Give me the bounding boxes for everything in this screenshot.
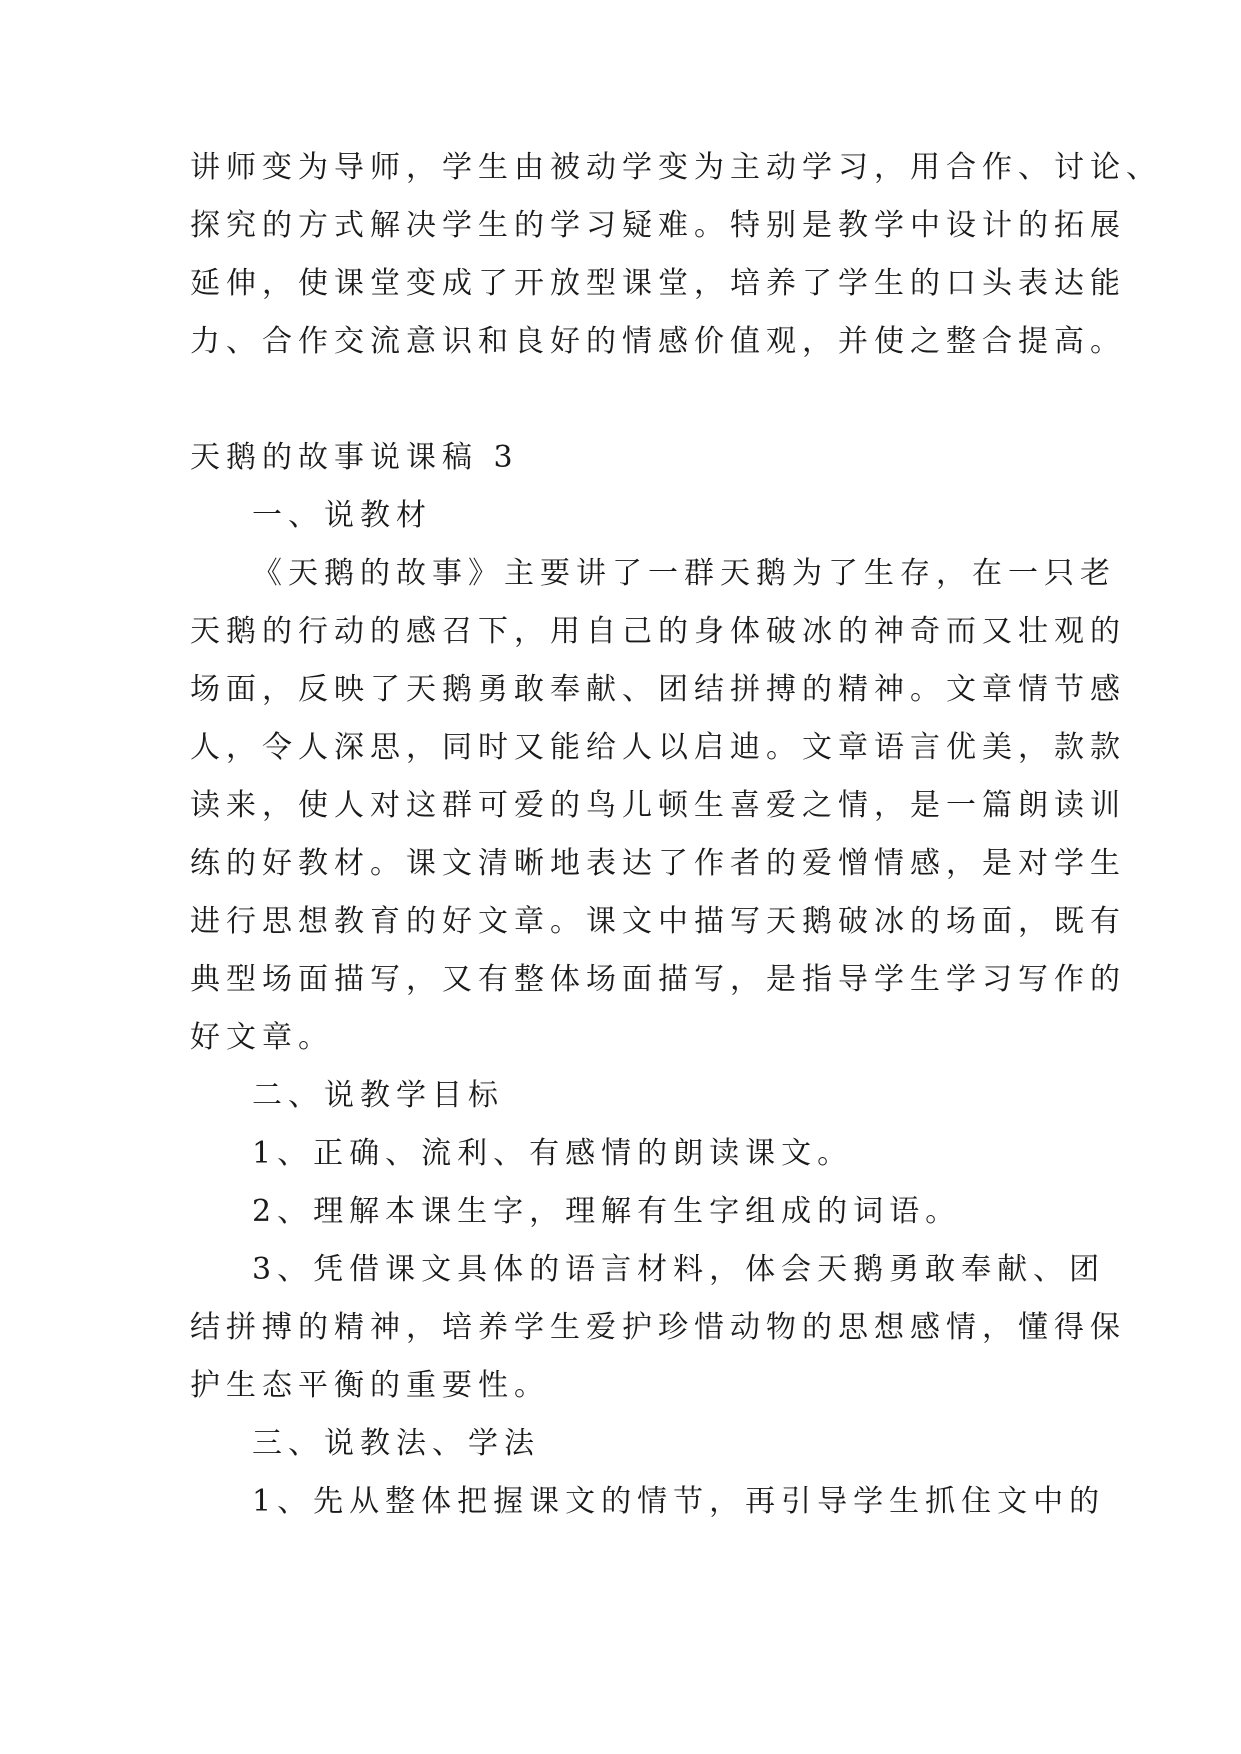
section-heading: 天鹅的故事说课稿 3 xyxy=(190,440,519,475)
text-line: 力、合作交流意识和良好的情感价值观，并使之整合提高。 xyxy=(190,324,1126,359)
list-item: 3、凭借课文具体的语言材料，体会天鹅勇敢奉献、团 xyxy=(252,1252,1106,1287)
list-item: 1、先从整体把握课文的情节，再引导学生抓住文中的 xyxy=(252,1484,1106,1519)
subheading: 三、说教法、学法 xyxy=(252,1426,540,1461)
paragraph-line: 天鹅的行动的感召下，用自己的身体破冰的神奇而又壮观的 xyxy=(190,614,1126,649)
paragraph-line: 好文章。 xyxy=(190,1020,334,1055)
paragraph-line: 读来，使人对这群可爱的鸟儿顿生喜爱之情，是一篇朗读训 xyxy=(190,788,1126,823)
text-line: 探究的方式解决学生的学习疑难。特别是教学中设计的拓展 xyxy=(190,208,1126,243)
paragraph-line: 典型场面描写，又有整体场面描写，是指导学生学习写作的 xyxy=(190,962,1126,997)
paragraph-line: 进行思想教育的好文章。课文中描写天鹅破冰的场面，既有 xyxy=(190,904,1126,939)
paragraph-line: 场面，反映了天鹅勇敢奉献、团结拼搏的精神。文章情节感 xyxy=(190,672,1126,707)
paragraph-line: 人，令人深思，同时又能给人以启迪。文章语言优美，款款 xyxy=(190,730,1126,765)
list-item-continued: 护生态平衡的重要性。 xyxy=(190,1368,550,1403)
paragraph-line: 练的好教材。课文清晰地表达了作者的爱憎情感，是对学生 xyxy=(190,846,1126,881)
paragraph-line: 《天鹅的故事》主要讲了一群天鹅为了生存，在一只老 xyxy=(252,556,1116,591)
list-item: 2、理解本课生字，理解有生字组成的词语。 xyxy=(252,1194,962,1229)
subheading: 二、说教学目标 xyxy=(252,1078,504,1113)
text-line: 讲师变为导师，学生由被动学变为主动学习，用合作、讨论、 xyxy=(190,150,1162,185)
list-item: 1、正确、流利、有感情的朗读课文。 xyxy=(252,1136,854,1171)
subheading: 一、说教材 xyxy=(252,498,432,533)
text-line: 延伸，使课堂变成了开放型课堂，培养了学生的口头表达能 xyxy=(190,266,1126,301)
list-item-continued: 结拼搏的精神，培养学生爱护珍惜动物的思想感情，懂得保 xyxy=(190,1310,1126,1345)
